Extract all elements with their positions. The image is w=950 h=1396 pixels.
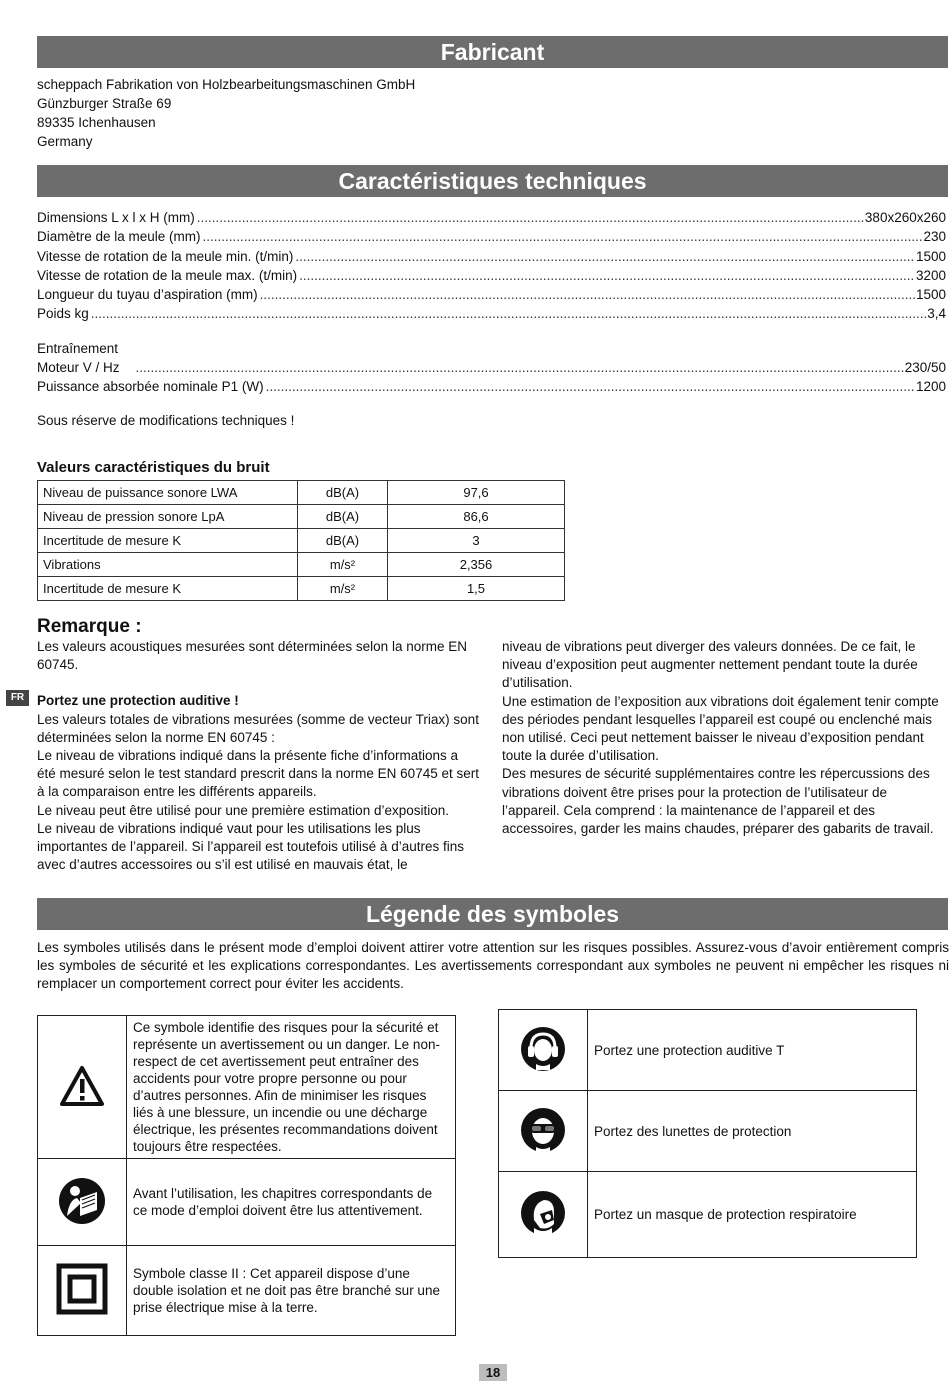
remark-paragraph: Les valeurs acoustiques mesurées sont déterminées selon la norme EN 60745. [37,639,467,673]
manufacturer-city: 89335 Ichenhausen [37,115,156,130]
remark-left-column [37,638,479,874]
spec-label: Diamètre de la meule (mm) [37,229,201,245]
drive-list [37,358,946,397]
noise-unit: dB(A) [298,529,388,553]
hearing-warning: Portez une protection auditive ! [37,693,239,709]
table-row [38,529,565,553]
class-ii-icon [38,1246,127,1336]
spec-label: Longueur du tuyau d’aspiration (mm) [37,287,258,303]
table-row [499,1091,917,1172]
noise-value: 3 [388,529,565,553]
noise-value: 86,6 [388,505,565,529]
noise-unit: m/s² [298,553,388,577]
spec-label: Vitesse de rotation de la meule max. (t/min) [37,267,298,283]
noise-name: Vibrations [38,553,298,577]
spec-label: Moteur V / Hz [37,360,120,375]
spec-value: 1500 [915,248,946,264]
ear-protection-icon [499,1010,588,1091]
spec-value: 3200 [915,267,946,283]
spec-row [37,208,946,227]
symbol-description: Ce symbole identifie des risques pour la sécurité et représente un avertissement ou un danger. Le non-respect de cet avertissement peut entraîner des accidents pour votre propre personne ou pour d’autres personnes. Afin de minimiser les risques liés à une blessure, un incendie ou une décharge électrique, les présentes recommandations doivent toujours être respectées. [127,1016,456,1159]
noise-name: Niveau de pression sonore LpA [38,505,298,529]
table-row [499,1010,917,1091]
symbol-description: Avant l’utilisation, les chapitres correspondants de ce mode d’emploi doivent être lus attentivement. [127,1159,456,1246]
symbol-description: Portez une protection auditive T [588,1010,917,1091]
drive-heading: Entraînement [37,341,119,356]
symbol-description: Portez des lunettes de protection [588,1091,917,1172]
remark-paragraph: Le niveau peut être utilisé pour une première estimation d’exposition. [37,802,449,818]
manufacturer-name: scheppach Fabrikation von Holzbearbeitungsmaschinen GmbH [37,77,416,92]
noise-value: 97,6 [388,481,565,505]
spec-row [37,247,946,266]
noise-unit: dB(A) [298,481,388,505]
remark-paragraph: Des mesures de sécurité supplémentaires contre les répercussions des vibrations doivent être prises pour la protection de l’utilisateur de l’appareil. Cela comprend : la maintenance de l’appareil et des accessoires, garder les mains chaudes, préparer des gabarits de travail. [502,766,934,837]
table-row [38,577,565,601]
manufacturer-section-title: Fabricant [37,36,948,68]
table-row [499,1172,917,1258]
remark-title: Remarque : [37,616,142,637]
specs-section-title: Caractéristiques techniques [37,165,948,197]
manufacturer-street: Günzburger Straße 69 [37,96,172,111]
legend-section-title: Légende des symboles [37,898,948,930]
spec-label: Puissance absorbée nominale P1 (W) [37,379,264,395]
spec-row [37,227,946,246]
table-row [38,1159,456,1246]
spec-value: 230/50 [904,360,946,375]
spec-value: 1500 [915,287,946,303]
spec-label: Poids kg [37,306,89,322]
table-row [38,1016,456,1159]
noise-value: 2,356 [388,553,565,577]
spec-value: 1200 [915,379,946,395]
spec-row [37,358,946,377]
spec-label: Dimensions L x l x H (mm) [37,210,195,225]
specs-list [37,208,946,324]
spec-row [37,285,946,304]
warning-triangle-icon [38,1016,127,1159]
symbol-description: Symbole classe II : Cet appareil dispose d’une double isolation et ne doit pas être branché sur une prise électrique mise à la terre. [127,1246,456,1336]
safety-goggles-icon [499,1091,588,1172]
spec-row [37,377,946,396]
spec-value: 3,4 [927,306,946,322]
legend-intro: Les symboles utilisés dans le présent mode d’emploi doivent attirer votre attention sur les risques possibles. Assurez-vous d’avoir entièrement compris les symboles de sécurité et les explications correspondantes. Les avertissements correspondant aux symboles ne peuvent ni empêcher les risques ni remplacer un comportement correct pour éviter les accidents. [37,940,949,992]
noise-value: 1,5 [388,577,565,601]
respirator-mask-icon [499,1172,588,1258]
page-number: 18 [479,1364,507,1381]
symbol-table-left [37,1015,456,1336]
remark-paragraph: Le niveau de vibrations indiqué vaut pour les utilisations les plus importantes de l’appareil. Si l’appareil est toutefois utilisé à d’autres fins avec d’autres accessoires ou s’il est utilisé en mauvais état, le [37,820,464,873]
reserve-note: Sous réserve de modifications techniques ! [37,413,295,428]
remark-paragraph: Une estimation de l’exposition aux vibrations doit également tenir compte des périodes pendant lesquelles l’appareil est coupé ou enclenché mais non utilisé. Ceci peut nettement baisser le niveau d’exposition pendant toute la durée d’utilisation. [502,693,939,764]
manufacturer-country: Germany [37,134,93,149]
manufacturer-address [37,75,415,151]
table-row [38,1246,456,1336]
noise-name: Incertitude de mesure K [38,577,298,601]
remark-paragraph: Le niveau de vibrations indiqué dans la présente fiche d’informations a été mesuré selon le test standard prescrit dans la norme EN 60745 et sert à la comparaison entre les différents appareils. [37,748,479,800]
symbol-table-right [498,1009,917,1258]
noise-name: Niveau de puissance sonore LWA [38,481,298,505]
spec-value: 380x260x260 [864,210,946,225]
spec-value: 230 [923,229,946,245]
noise-unit: m/s² [298,577,388,601]
remark-paragraph: niveau de vibrations peut diverger des valeurs données. De ce fait, le niveau d’exposition peut augmenter nettement pendant toute la durée d’utilisation. [502,639,918,691]
spec-label: Vitesse de rotation de la meule min. (t/min) [37,248,294,264]
spec-row [37,266,946,285]
read-manual-icon [38,1159,127,1246]
table-row [38,481,565,505]
noise-title: Valeurs caractéristiques du bruit [37,459,270,476]
remark-paragraph: Les valeurs totales de vibrations mesurées (somme de vecteur Triax) sont déterminées selon la norme EN 60745 : [37,711,479,745]
noise-name: Incertitude de mesure K [38,529,298,553]
spec-row [37,304,946,323]
noise-unit: dB(A) [298,505,388,529]
table-row [38,505,565,529]
noise-table [37,480,565,601]
table-row [38,553,565,577]
remark-right-column [502,638,948,838]
language-tag: FR [6,690,29,706]
symbol-description: Portez un masque de protection respiratoire [588,1172,917,1258]
